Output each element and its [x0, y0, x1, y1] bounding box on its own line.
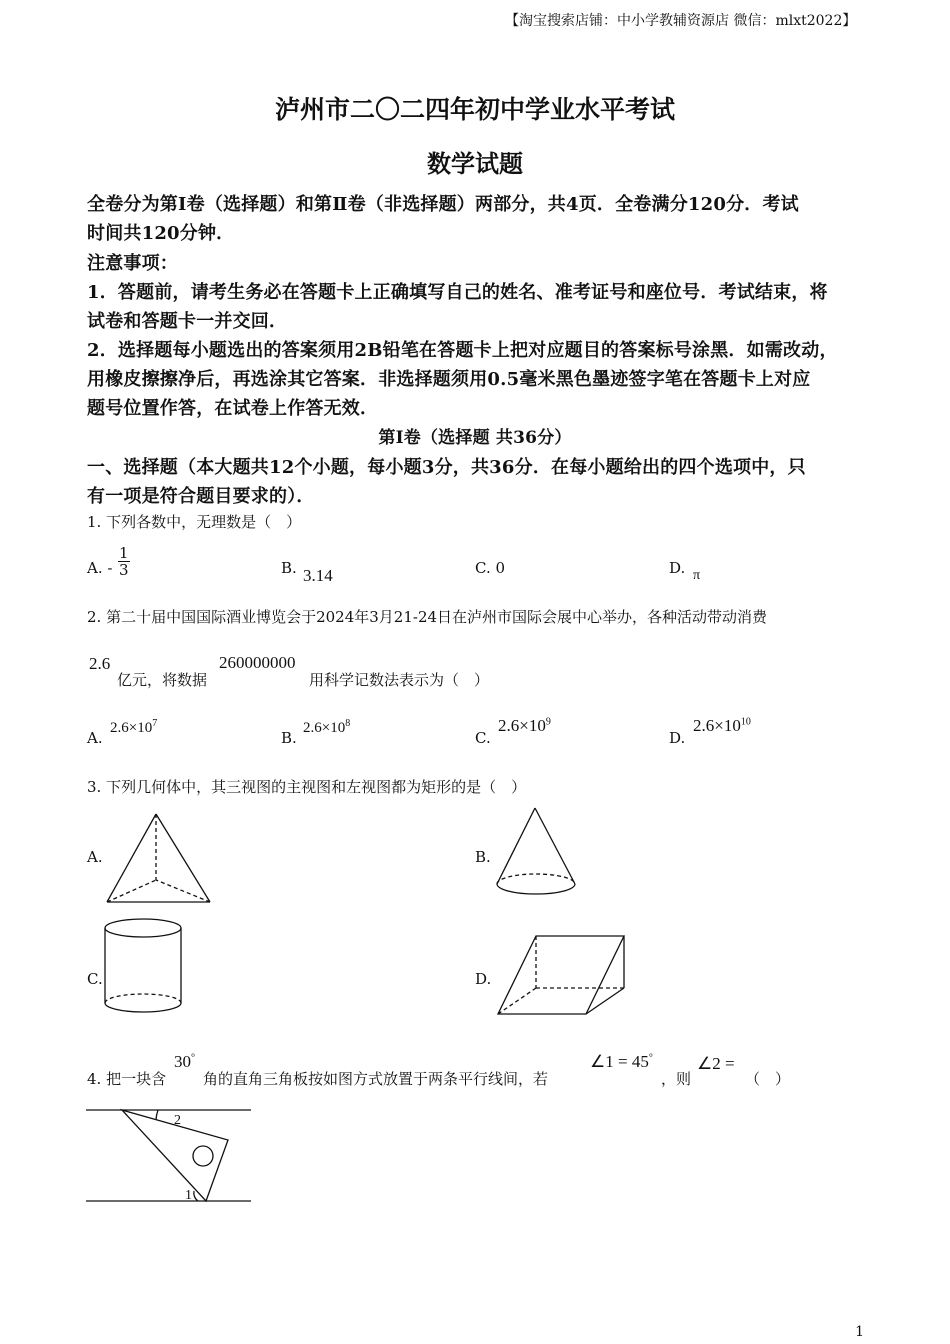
part-instruction-line-2: 有一项是符合题目要求的）． — [87, 486, 315, 507]
q2-option-d-label[interactable]: D. — [669, 729, 686, 747]
q3-cone-figure — [492, 804, 582, 904]
q1-option-c[interactable]: C. 0 — [475, 559, 506, 577]
notice-item-2-line-2: 用橡皮擦擦净后，再选涂其它答案．非选择题须用0.5毫米黑色墨迹签字笔在答题卡上对应 — [87, 369, 811, 390]
q3-prism-figure — [494, 932, 629, 1020]
q1-option-a[interactable] — [87, 559, 112, 577]
q4-label-2: 2 — [174, 1113, 181, 1128]
q2-option-a-value: $2.6\times 10^7$ — [110, 718, 158, 736]
q4-stem-prefix: 4. 把一块含 — [87, 1070, 167, 1088]
exam-title: 泸州市二〇二四年初中学业水平考试 — [274, 95, 675, 124]
notice-item-2-line-3: 题号位置作答，在试卷上作答无效． — [87, 398, 379, 419]
q4-answer-paren: （ ） — [745, 1070, 791, 1088]
q1-option-a-sign: - — [107, 559, 113, 577]
q3-option-c-label[interactable]: C. — [87, 970, 103, 988]
q1-option-a-denominator: 3 — [119, 561, 129, 579]
q2-stem: 2. 第二十届中国国际酒业博览会于2024年3月21-24日在泸州市国际会展中心举办，各种活动带动消费 — [87, 608, 768, 626]
q4-ask-angle: ∠2 = — [697, 1054, 735, 1073]
q1-option-d-value: π — [693, 568, 701, 583]
notice-item-1-line-2: 试卷和答题卡一并交回． — [87, 311, 288, 332]
q2-option-c-value: $2.6\times 10^9$ — [498, 716, 551, 735]
notice-heading: 注意事项： — [87, 253, 178, 274]
q4-stem-middle: 角的直角三角板按如图方式放置于两条平行线间，若 — [203, 1070, 549, 1088]
q1-option-a-label: A. — [87, 559, 103, 577]
q1-option-a-numerator: 1 — [119, 544, 129, 562]
q2-option-b-value: $2.6\times 10^8$ — [303, 718, 351, 736]
q3-stem: 3. 下列几何体中，其三视图的主视图和左视图都为矩形的是（ ） — [87, 778, 527, 796]
q2-value-1: 2.6 — [89, 654, 111, 673]
intro-line-2: 时间共120分钟． — [87, 223, 235, 244]
q1-option-a-fraction — [118, 545, 130, 578]
q4-stem-comma: ，则 — [661, 1070, 692, 1088]
q3-option-a-label[interactable]: A. — [87, 848, 103, 866]
q3-option-b-label[interactable]: B. — [475, 848, 491, 866]
page-number: 1 — [855, 1324, 864, 1340]
q2-text-1: 亿元，将数据 — [117, 671, 208, 689]
q4-angle-value: 30° — [174, 1052, 195, 1071]
q1-option-b-value: 3.14 — [303, 566, 333, 585]
q2-option-b-label[interactable]: B. — [281, 729, 297, 747]
intro-line-1: 全卷分为第Ⅰ卷（选择题）和第Ⅱ卷（非选择题）两部分，共4页．全卷满分120分．考试 — [87, 194, 799, 215]
section-title: 第Ⅰ卷（选择题 共36分） — [378, 428, 572, 448]
q4-given-angle: ∠1 = 45° — [590, 1052, 653, 1071]
q2-value-2: 260000000 — [219, 653, 296, 672]
notice-item-2-line-1: 2．选择题每小题选出的答案须用2B铅笔在答题卡上把对应题目的答案标号涂黑．如需改动， — [87, 340, 838, 361]
q2-text-2: 用科学记数法表示为（ ） — [309, 671, 490, 689]
q1-option-b-label[interactable]: B. — [281, 559, 297, 577]
q4-label-1: 1 — [185, 1188, 192, 1203]
q3-option-d-label[interactable]: D. — [475, 970, 492, 988]
q3-cylinder-figure — [102, 916, 186, 1018]
header-note: 【淘宝搜索店铺：中小学教辅资源店 微信：mlxt2022】 — [505, 13, 857, 29]
q4-triangle-figure — [86, 1104, 256, 1206]
q1-option-d-label[interactable]: D. — [669, 559, 686, 577]
q2-option-d-value: $2.6\times 10^{10}$ — [693, 716, 751, 735]
exam-subtitle: 数学试题 — [427, 149, 523, 178]
q1-stem: 1. 下列各数中，无理数是（ ） — [87, 513, 302, 531]
q2-option-c-label[interactable]: C. — [475, 729, 491, 747]
q3-pyramid-figure — [100, 810, 215, 906]
part-instruction-line-1: 一、选择题（本大题共12个小题，每小题3分，共36分．在每小题给出的四个选项中，只 — [87, 457, 806, 478]
notice-item-1-line-1: 1．答题前，请考生务必在答题卡上正确填写自己的姓名、准考证号和座位号．考试结束，将 — [87, 282, 828, 303]
q2-option-a-label[interactable]: A. — [87, 729, 103, 747]
